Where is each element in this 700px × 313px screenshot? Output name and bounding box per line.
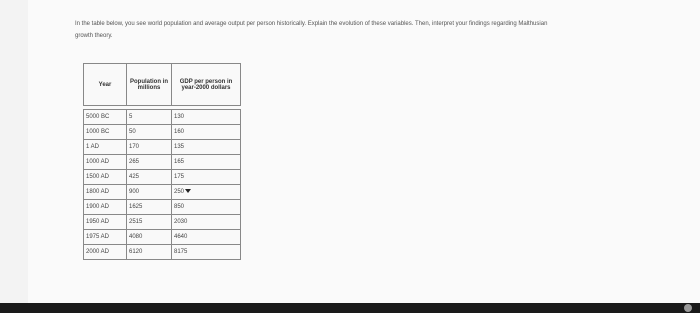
header-gdp: GDP per person in year-2000 dollars — [172, 64, 241, 106]
cell-gdp: 175 — [172, 170, 241, 185]
cell-year: 1000 AD — [84, 155, 127, 170]
cell-population: 2515 — [127, 215, 172, 230]
cell-year: 1975 AD — [84, 230, 127, 245]
cell-gdp: 130 — [172, 110, 241, 125]
header-population: Population in millions — [127, 64, 172, 106]
cell-year: 1800 AD — [84, 185, 127, 200]
population-gdp-table — [83, 63, 241, 260]
app-icon[interactable] — [684, 304, 692, 312]
taskbar — [0, 303, 700, 313]
table-row — [84, 110, 241, 125]
taskbar-icons — [684, 304, 692, 312]
cell-gdp: 165 — [172, 155, 241, 170]
cell-population: 425 — [127, 170, 172, 185]
prompt-line-2: growth theory. — [75, 33, 113, 39]
cell-year: 1900 AD — [84, 200, 127, 215]
table-row — [84, 155, 241, 170]
cell-year: 1950 AD — [84, 215, 127, 230]
cell-population: 6120 — [127, 245, 172, 260]
cell-gdp-with-cursor — [172, 185, 241, 200]
cell-year: 1500 AD — [84, 170, 127, 185]
cell-gdp: 2030 — [172, 215, 241, 230]
cell-year: 1 AD — [84, 140, 127, 155]
cell-population: 265 — [127, 155, 172, 170]
cell-gdp: 250 — [174, 189, 185, 195]
header-year: Year — [84, 64, 127, 106]
cell-year: 1000 BC — [84, 125, 127, 140]
table-row — [84, 230, 241, 245]
cell-population: 50 — [127, 125, 172, 140]
table-row — [84, 140, 241, 155]
question-prompt — [75, 18, 675, 42]
mouse-cursor-icon — [185, 189, 191, 193]
table-row — [84, 125, 241, 140]
table-row — [84, 245, 241, 260]
table-row — [84, 200, 241, 215]
table-row — [84, 215, 241, 230]
cell-population: 170 — [127, 140, 172, 155]
cell-population: 4080 — [127, 230, 172, 245]
prompt-line-1: In the table below, you see world population and average output per person historically. Explain the evolution of these variables. Then, interpret your findings regarding Malthusian — [75, 21, 548, 27]
cell-year: 2000 AD — [84, 245, 127, 260]
cell-population: 900 — [127, 185, 172, 200]
cell-gdp: 8175 — [172, 245, 241, 260]
table-row — [84, 170, 241, 185]
table-header-row — [84, 64, 241, 106]
cell-gdp: 160 — [172, 125, 241, 140]
cell-gdp: 850 — [172, 200, 241, 215]
table-row — [84, 185, 241, 200]
cell-population: 5 — [127, 110, 172, 125]
cell-population: 1625 — [127, 200, 172, 215]
cell-gdp: 135 — [172, 140, 241, 155]
cell-gdp: 4640 — [172, 230, 241, 245]
cell-year: 5000 BC — [84, 110, 127, 125]
